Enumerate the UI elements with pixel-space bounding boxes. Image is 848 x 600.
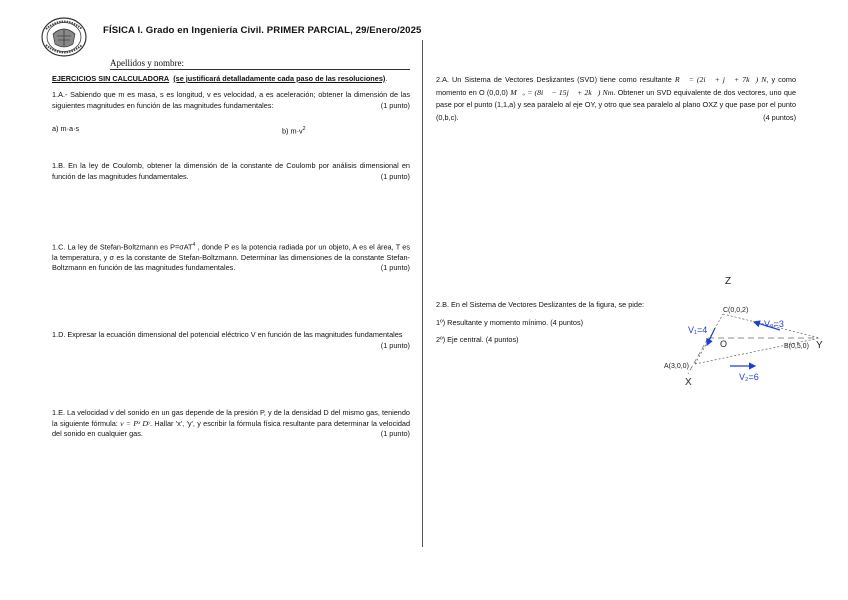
question-1e-text-1: 1.E. La velocidad v del sonido en un gas depende de la presión P, y de la densidad D del mismo gas, teniendo la siguiente fórmula: [52,408,410,428]
question-1b [52,161,410,182]
vector-system-figure [650,270,830,390]
question-2b-item1: 1º) Resultante y momento mínimo. (4 puntos) [436,318,584,327]
exam-title: FÍSICA I. Grado en Ingeniería Civil. PRIMER PARCIAL, 29/Enero/2025 [103,25,422,36]
question-1c [52,240,410,274]
name-label: Apellidos y nombre: [110,58,184,68]
c-point-label: C(0,0,2) [723,307,749,314]
o-label: O [720,339,728,349]
x-axis-label: X [685,377,692,388]
university-seal [40,16,88,58]
section-heading-text: EJERCICIOS SIN CALCULADORA [52,74,170,83]
v2-label: V₂=6 [739,372,759,382]
question-2a-text-2: , y como momento en O (0,0,0) [436,75,797,97]
question-2a-text-3: . Obtener un SVD equivalente de dos vectores, uno que pase por el punto (1,1,a) y sea paralelo al eje OY, y otro que sea paralelo al plano OXZ y que pase por el punto (0,b,c). [436,87,797,122]
question-2a-resultant: R⃗ = (2i⃗ + j⃗ + 7k⃗) N [674,75,767,84]
question-2a-moment: M⃗ₒ = (8i⃗ − 15j⃗ + 2k⃗) Nm [510,87,614,97]
question-1a-points: (1 punto) [380,100,410,110]
y-axis-label: Y [816,340,823,351]
v3-label: V₃=3 [764,319,784,329]
question-2b-item2: 2º) Eje central. (4 puntos) [436,335,519,344]
question-1e-text-2: . Hallar 'x', 'y', y escribir la fórmula física resultante para determinar la velocidad del sonido en cualquier gas. [52,418,411,438]
question-1b-text: 1.B. En la ley de Coulomb, obtener la dimensión de la constante de Coulomb por análisis dimensional en función de las magnitudes fundamentales. [52,161,410,181]
question-1a-text: 1.A.- Sabiendo que m es masa, s es longitud, v es velocidad, a es aceleración; obtener la dimensión de las siguientes magnitudes en función de las magnitudes fundamentales: [52,90,410,110]
a-point-label: A(3,0,0) [664,363,689,370]
question-1a [52,90,410,111]
question-2a-text-1: 2.A. Un Sistema de Vectores Deslizantes (SVD) tiene como resultante [436,75,672,84]
section-heading-end: . [385,74,388,83]
question-1e-points: (1 punto) [380,429,410,438]
question-2a [436,74,796,124]
question-1b-points: (1 punto) [380,171,410,181]
question-1d-text: 1.D. Expresar la ecuación dimensional del potencial eléctrico V en función de las magnitudes fundamentales [52,330,403,339]
question-1a-item-b [282,124,305,137]
vector-v1-arrow [707,328,715,345]
b-point-label: B(0,5,0) [784,343,809,350]
question-1a-item-a: a) m·a·s [52,124,80,133]
question-1c-exp: 4 [192,242,196,248]
question-1d-points: (1 punto) [380,340,410,350]
edge-ac [695,314,723,364]
question-2b-text: 2.B. En el Sistema de Vectores Deslizantes de la figura, se pide: [436,300,645,309]
question-1c-text-2: , donde P es la potencia radiada por un objeto, A es el área, T es la temperatura, y σ es la constante de Stefan-Boltzmann. Determinar las dimensiones de la constante Stefan-Boltzmann en función de las magnitudes fundamentales. [52,242,411,273]
x-axis [688,338,708,374]
question-2a-points: (4 puntos) [763,112,796,122]
question-1e [52,408,410,440]
column-divider [422,40,423,547]
v1-label: V₁=4 [688,325,708,335]
section-heading [52,74,410,85]
question-1c-points: (1 punto) [380,263,410,273]
question-1d [52,330,410,351]
edge-ab [695,338,820,364]
question-1e-formula: v = Pˣ Dʸ [120,418,151,428]
name-field[interactable] [110,58,410,70]
question-1c-text-1: 1.C. La ley de Stefan-Boltzmann es P=σAT [52,242,193,252]
section-heading-note: (se justificará detalladamente cada paso de las resoluciones) [173,74,386,83]
z-axis-label: Z [725,276,732,287]
question-1a-item-b-base: b) m·v [282,126,303,136]
question-1a-item-b-exp: 2 [302,126,306,132]
